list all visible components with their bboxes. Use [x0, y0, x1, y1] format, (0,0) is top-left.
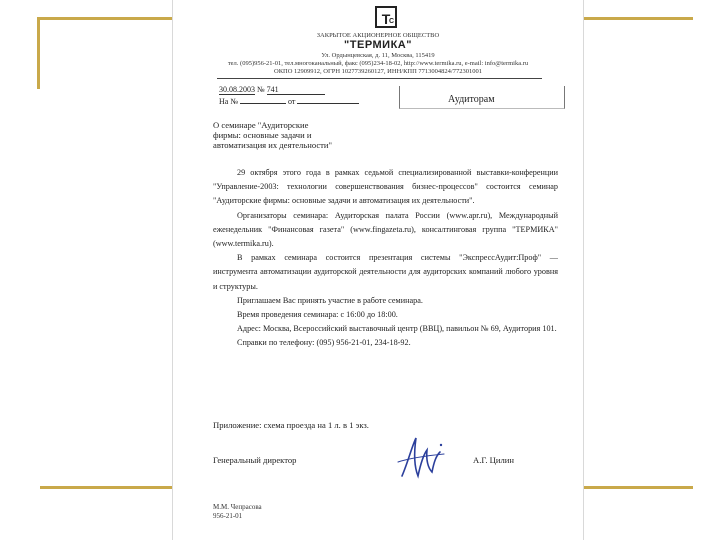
body-paragraph: Справки по телефону: (095) 956-21-01, 234-18-92.	[237, 338, 411, 348]
org-form: ЗАКРЫТОЕ АКЦИОНЕРНОЕ ОБЩЕСТВО	[316, 32, 440, 39]
body-paragraph: В рамках семинара состоится презентация системы "ЭкспрессАудит:Проф" — инструмента автоматизации аудиторской деятельности для аудиторских компаний любого уровня и структуры.	[213, 253, 558, 291]
reference-date-blank	[297, 103, 359, 104]
registry-line: ОКПО 12909912, ОГРН 1027739260127, ИНН/КПП 7713004824/772301001	[274, 68, 482, 75]
addressee-box	[399, 86, 565, 109]
signer-name: А.Г. Цилин	[473, 455, 514, 465]
letter-subject: О семинаре "Аудиторские фирмы: основные задачи и автоматизация их деятельности"	[213, 120, 333, 150]
body-paragraph: Время проведения семинара: с 16:00 до 18:00.	[237, 310, 398, 320]
body-paragraph: Организаторы семинара: Аудиторская палата России (www.apr.ru), Международный еженедельник "Финансовая газета" (www.fingazeta.ru), консалтинговая группа "ТЕРМИКА" (www.termika.ru).	[213, 210, 558, 249]
body-paragraph: 29 октября этого года в рамках седьмой специализированной выставки-конференции "Управление-2003: технологии совершенствования бизнес-процессов" состоится семинар "Аудиторские фирмы: основные задачи и автоматизация их деятельности".	[213, 168, 558, 206]
attachment-note: Приложение: схема проезда на 1 л. в 1 экз.	[213, 420, 369, 430]
letterhead-rule	[217, 78, 542, 79]
company-name: "ТЕРМИКА"	[344, 39, 412, 51]
body-paragraph: Приглашаем Вас принять участие в работе семинара.	[237, 295, 423, 305]
address-line: Ул. Ордынцевская, д. 11, Москва, 115419	[321, 52, 435, 59]
reference-number-blank	[240, 103, 286, 104]
outgoing-date: 30.08.2003	[219, 85, 255, 94]
reference-label: На №	[219, 97, 238, 106]
executor-phone: 956-21-01	[213, 511, 243, 520]
executor-name: М.М. Чепрасова	[213, 503, 262, 511]
outgoing-number: 741	[267, 85, 325, 95]
company-logo: Т С	[375, 6, 397, 28]
contacts-line: тел. (095)956-21-01, тел.многоканальный, факс (095)234-18-02, http://www.termika.ru, e-mail: info@termika.ru	[227, 60, 529, 67]
handwritten-signature	[394, 432, 454, 482]
body-paragraph: Адрес: Москва, Всероссийский выставочный центр (ВВЦ), павильон № 69, Аудитория 101.	[237, 324, 557, 334]
letter-page	[173, 0, 583, 540]
executor-info	[213, 503, 262, 520]
outgoing-reg	[219, 85, 325, 95]
letter-body	[213, 166, 558, 351]
addressee: Аудиторам	[448, 94, 495, 105]
outgoing-number-label: №	[257, 85, 265, 94]
slide-left-rule	[37, 17, 40, 89]
signer-position: Генеральный директор	[213, 455, 297, 465]
reference-reg	[219, 97, 359, 106]
reference-from-label: от	[287, 97, 296, 106]
